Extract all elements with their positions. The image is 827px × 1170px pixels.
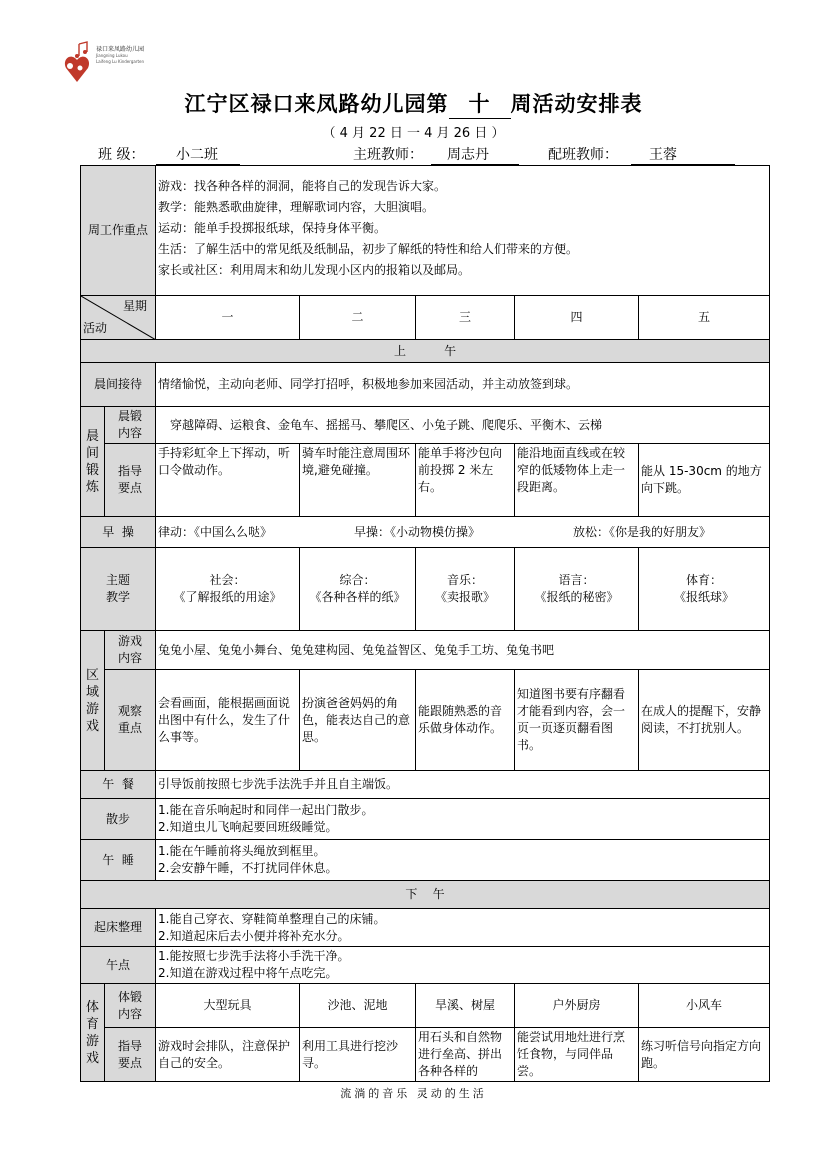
nap-label: 午 睡 [81,840,156,881]
week-label: 星期 [123,299,148,313]
morning-section-row [81,340,770,363]
morning-exercise-guide-label: 指导要点 [105,444,156,517]
morning-exercise-guide-tue: 骑车时能注意周围环境,避免碰撞。 [300,444,416,517]
note-heart-icon [60,38,94,86]
exercise-label: 早 操 [81,517,156,548]
class-label: 班 级： [98,147,145,163]
morning-exercise-label: 晨间锻炼 [81,407,105,517]
reception-row [81,363,770,407]
walk-label: 散步 [81,799,156,840]
theme-tue: 综合： 《各种各样的纸》 [300,548,416,631]
pe-game-guide-label: 指导要点 [105,1028,156,1082]
schedule-table [80,165,770,1082]
assist-teacher-label: 配班教师： [548,147,618,163]
logo-english-line1: Jiangning Lukou [96,53,128,58]
theme-thu: 语言： 《报纸的秘密》 [515,548,639,631]
area-game-content: 兔兔小屋、兔兔小舞台、兔兔建构园、兔兔益智区、兔兔手工坊、兔兔书吧 [156,631,770,670]
pe-game-label: 体育游戏 [81,984,105,1082]
logo-name: 禄口来凤路幼儿园 [96,46,145,53]
morning-exercise-guide-mon: 手持彩虹伞上下挥动，听口令做动作。 [156,444,300,517]
exercise-morning: 早操：《小动物模仿操》 [354,524,481,539]
snack-label: 午点 [81,947,156,984]
afternoon-header: 下 午 [81,881,770,909]
class-value: 小二班 [156,144,240,165]
wakeup-label: 起床整理 [81,909,156,947]
area-game-observe-fri: 在成人的提醒下，安静阅读，不打扰别人。 [639,670,770,771]
pe-game-content-fri: 小风车 [639,984,770,1028]
theme-fri: 体育： 《报纸球》 [639,548,770,631]
nap-row [81,840,770,881]
area-game-observe-tue: 扮演爸爸妈妈的角色，能表达自己的意思。 [300,670,416,771]
main-teacher-label: 主班教师： [353,147,423,163]
pe-game-guide-fri: 练习听信号向指定方向跑。 [639,1028,770,1082]
morning-exercise-guide-thu: 能沿地面直线或在较窄的低矮物体上走一段距离。 [515,444,639,517]
title-prefix: 江宁区禄口来凤路幼儿园第 [184,92,449,116]
pe-game-guide-thu: 能尝试用地灶进行烹饪食物，与同伴品尝。 [515,1028,639,1082]
area-game-observe-mon: 会看画面，能根据画面说出图中有什么，发生了什么事等。 [156,670,300,771]
pe-game-content-wed: 旱溪、树屋 [416,984,515,1028]
kindergarten-logo [60,38,170,88]
lunch-row [81,771,770,799]
day-activity-header [81,296,156,340]
pe-game-guide-row [81,1028,770,1082]
day-wednesday: 三 [416,296,515,340]
morning-exercise-guide-row [81,444,770,517]
date-range: （ 4 月 22 日 一 4 月 26 日 ） [322,126,505,141]
snack-row [81,947,770,984]
afternoon-section-row [81,881,770,909]
pe-game-content-row [81,984,770,1028]
day-friday: 五 [639,296,770,340]
day-tuesday: 二 [300,296,416,340]
theme-mon: 社会： 《了解报纸的用途》 [156,548,300,631]
theme-teaching-label: 主题教学 [81,548,156,631]
reception-text: 情绪愉悦，主动向老师、同学打招呼，积极地参加来园活动，并主动放签到球。 [156,363,770,407]
weekly-focus-row [81,166,770,296]
main-teacher-value: 周志丹 [431,144,519,165]
nap-content: 1.能在午睡前将头绳放到框里。 2.会安静午睡，不打扰同伴休息。 [156,840,770,881]
area-game-observe-thu: 知道图书要有序翻看才能看到内容，会一页一页逐页翻看图书。 [515,670,639,771]
day-header-row [81,296,770,340]
theme-wed: 音乐： 《卖报歌》 [416,548,515,631]
area-game-observe-row [81,670,770,771]
lunch-text: 引导饭前按照七步洗手法洗手并且自主端饭。 [156,771,770,799]
footer-slogan: 流淌的音乐 灵动的生活 [340,1087,487,1100]
assist-teacher-value: 王蓉 [631,144,735,165]
area-game-observe-label: 观察重点 [105,670,156,771]
morning-exercise-guide-wed: 能单手将沙包向前投掷 2 米左右。 [416,444,515,517]
pe-game-content-thu: 户外厨房 [515,984,639,1028]
weekly-focus-content [156,166,770,296]
morning-exercise-content-row [81,407,770,444]
weekly-focus-line: 运动：能单手投掷报纸球，保持身体平衡。 [158,221,387,235]
day-monday: 一 [156,296,300,340]
wakeup-content: 1.能自己穿衣、穿鞋简单整理自己的床铺。 2.知道起床后去小便并将补充水分。 [156,909,770,947]
weekly-focus-label: 周工作重点 [81,166,156,296]
week-number: 十 [449,88,511,119]
area-game-observe-wed: 能跟随熟悉的音乐做身体动作。 [416,670,515,771]
pe-game-content-label: 体锻内容 [105,984,156,1028]
lunch-label: 午 餐 [81,771,156,799]
pe-game-guide-mon: 游戏时会排队，注意保护自己的安全。 [156,1028,300,1082]
exercise-rhythm: 律动：《中国么么哒》 [158,524,273,539]
day-thursday: 四 [515,296,639,340]
area-game-content-row [81,631,770,670]
weekly-focus-line: 家长或社区：利用周末和幼儿发现小区内的报箱以及邮局。 [158,263,471,277]
weekly-focus-line: 教学：能熟悉歌曲旋律，理解歌词内容，大胆演唱。 [158,200,435,214]
exercise-row [81,517,770,548]
area-game-label: 区域游戏 [81,631,105,771]
exercise-relax: 放松：《你是我的好朋友》 [573,524,712,539]
title-suffix: 周活动安排表 [510,92,643,116]
weekly-focus-line: 生活：了解生活中的常见纸及纸制品，初步了解纸的特性和给人们带来的方便。 [158,242,579,256]
logo-english-line2: Laifeng Lu Kindergarten [96,59,145,64]
pe-game-guide-wed: 用石头和自然物进行垒高、拼出各种各样的 [416,1028,515,1082]
wakeup-row [81,909,770,947]
exercise-content [156,517,770,548]
theme-teaching-row [81,548,770,631]
weekly-focus-line: 游戏：找各种各样的洞洞，能将自己的发现告诉大家。 [158,179,447,193]
pe-game-content-mon: 大型玩具 [156,984,300,1028]
pe-game-guide-tue: 利用工具进行挖沙寻。 [300,1028,416,1082]
pe-game-content-tue: 沙池、泥地 [300,984,416,1028]
activity-label: 活动 [83,321,108,335]
morning-exercise-guide-fri: 能从 15-30cm 的地方向下跳。 [639,444,770,517]
snack-content: 1.能按照七步洗手法将小手洗干净。 2.知道在游戏过程中将午点吃完。 [156,947,770,984]
morning-header: 上 午 [81,340,770,363]
walk-content: 1.能在音乐响起时和同伴一起出门散步。 2.知道虫儿飞响起要回班级睡觉。 [156,799,770,840]
area-game-content-label: 游戏内容 [105,631,156,670]
walk-row [81,799,770,840]
morning-exercise-content: 穿越障碍、运粮食、金龟车、摇摇马、攀爬区、小兔子跳、爬爬乐、平衡木、云梯 [156,407,770,444]
reception-label: 晨间接待 [81,363,156,407]
page-title [0,88,827,119]
morning-exercise-content-label: 晨锻内容 [105,407,156,444]
